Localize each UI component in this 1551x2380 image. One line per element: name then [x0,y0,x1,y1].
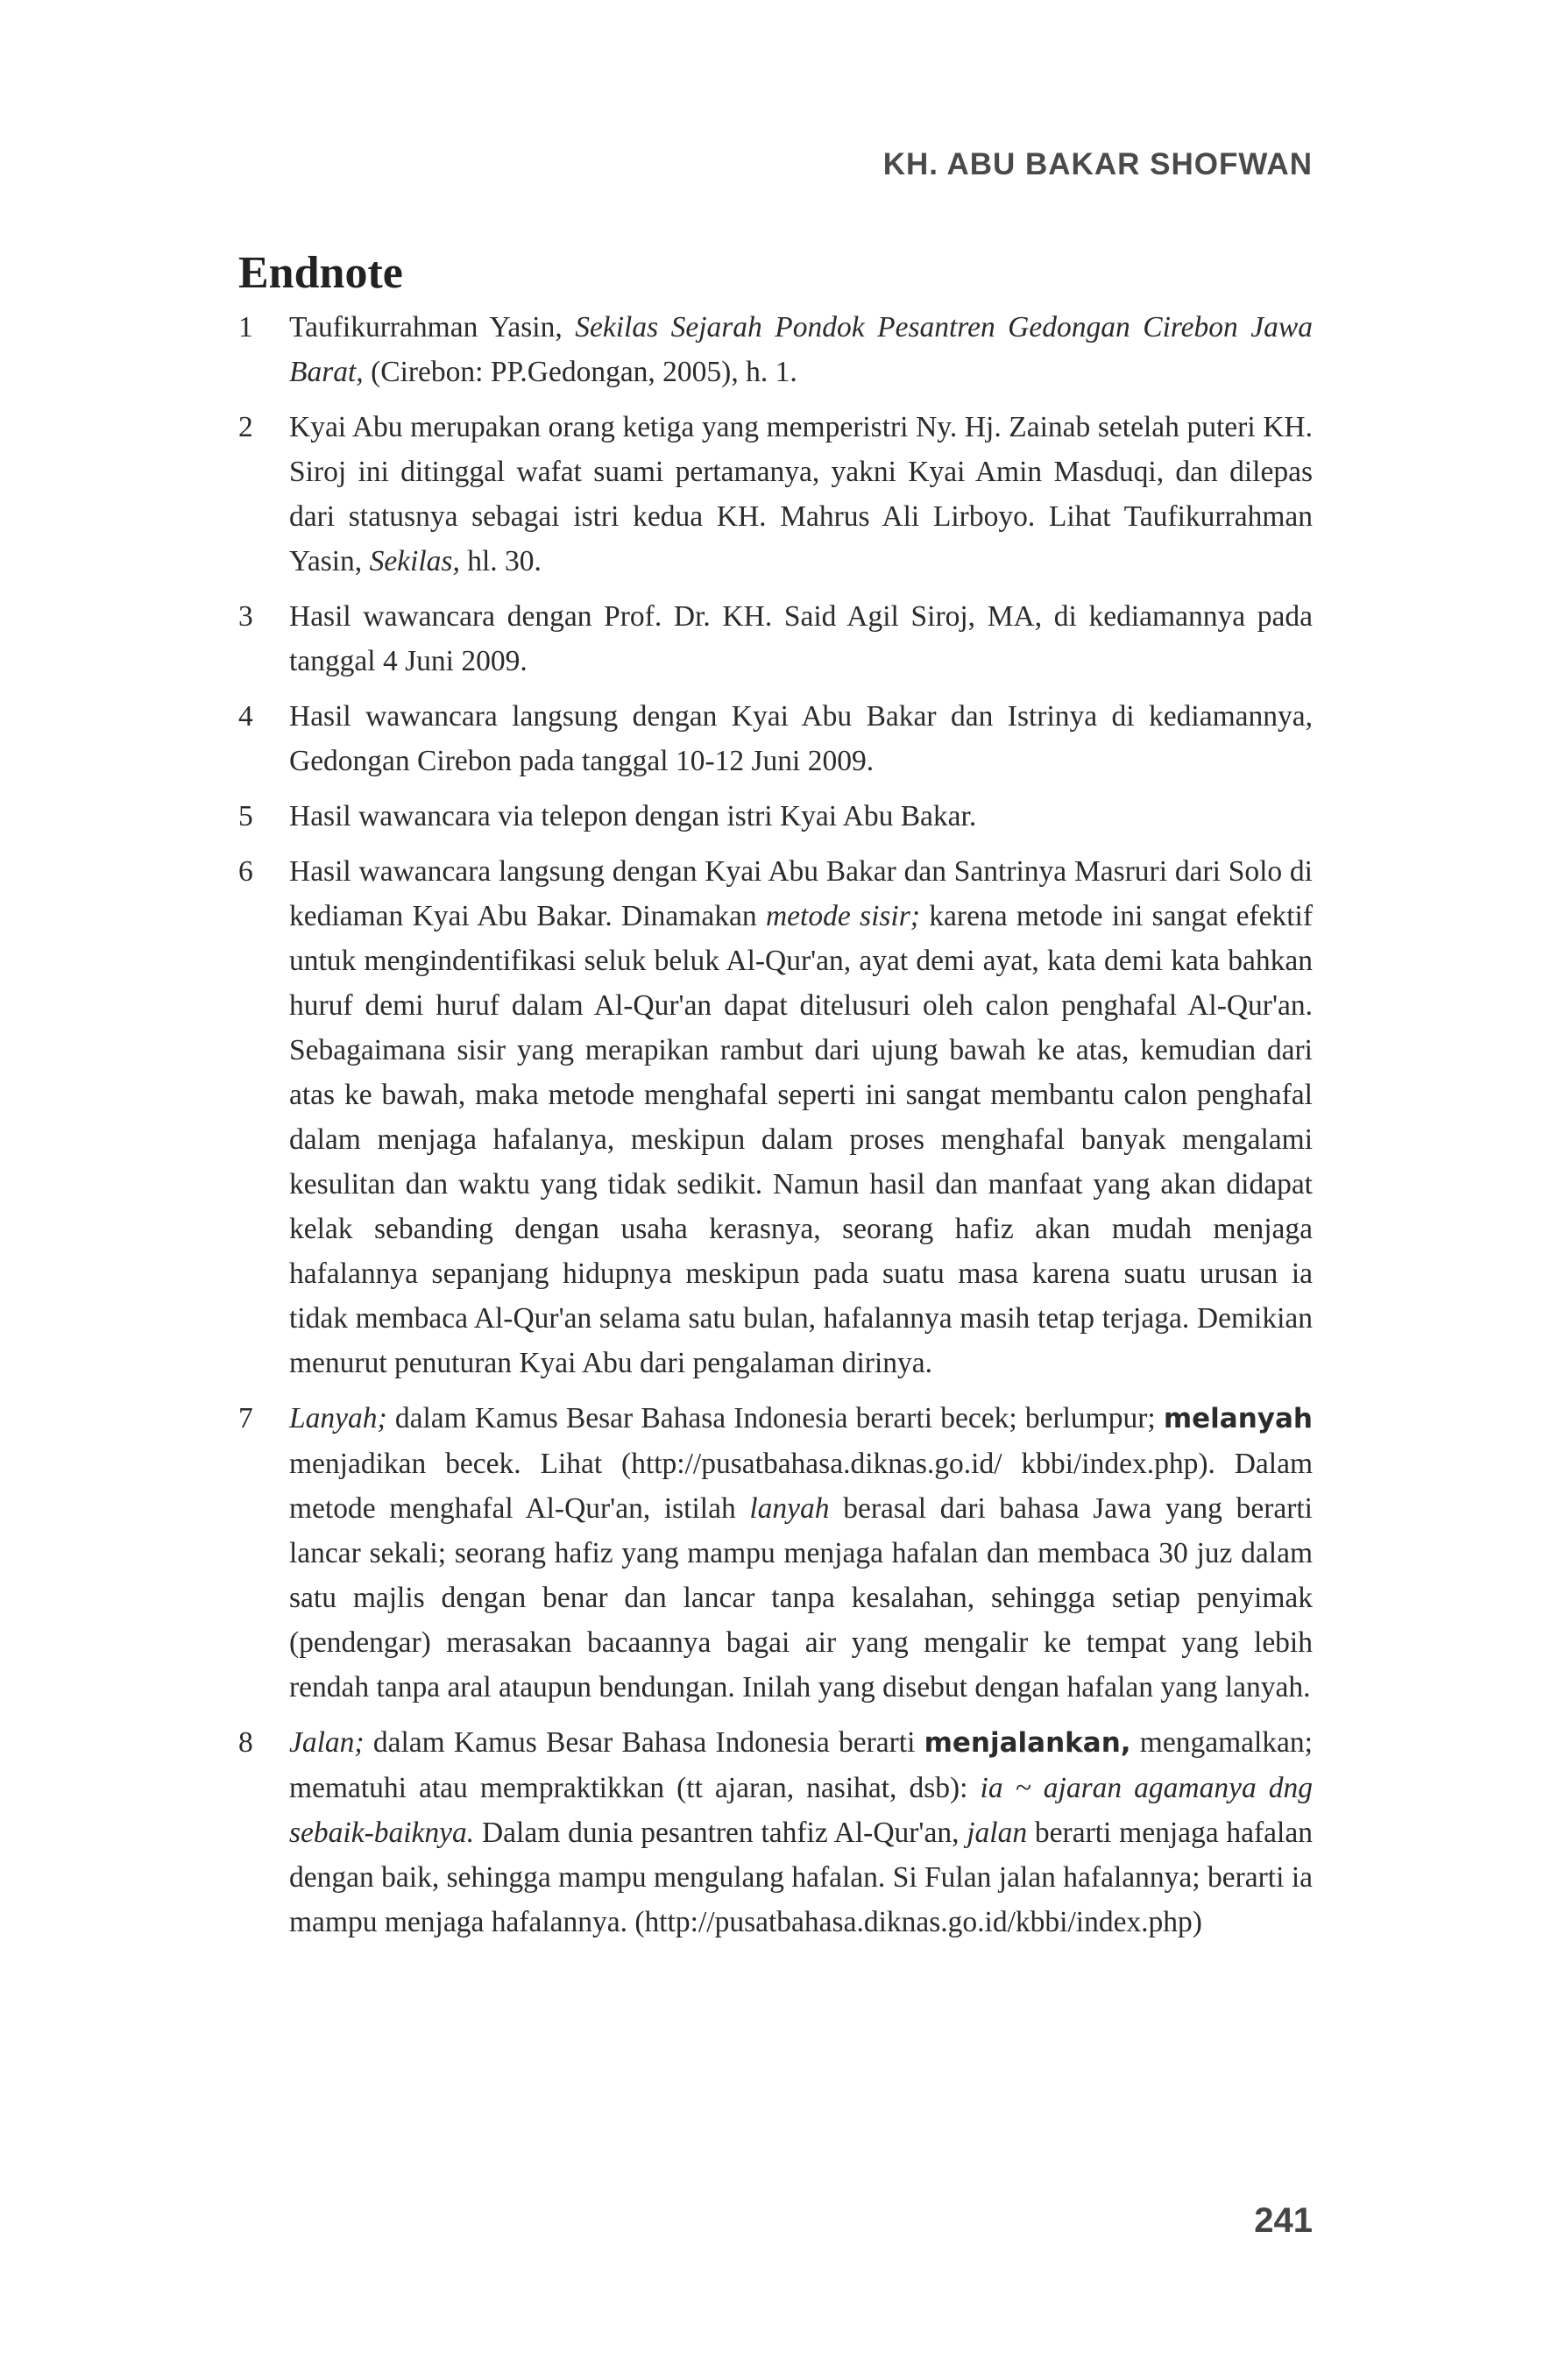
bold-term: melanyah [1163,1403,1313,1434]
page-number: 241 [1254,2201,1313,2240]
endnote-number: 3 [238,600,253,633]
text-run: hl. 30. [459,545,542,577]
text-run: mengamalkan; mematuhi atau mempraktikkan (tt ajaran, nasihat, dsb): [289,1726,1313,1804]
section-title: Endnote [238,248,403,298]
endnote-item [238,594,1313,684]
text-run: Kyai Abu merupakan orang ketiga yang memperistri Ny. Hj. Zainab setelah puteri KH. Siroj ini ditinggal wafat suami pertamanya, yakni Kyai Amin Masduqi, dan dilepas dari statusnya sebagai istri kedua KH. Mahrus Ali Lirboyo. Lihat Taufikurrahman Yasin, [289,411,1313,577]
text-run: Hasil wawancara langsung dengan Kyai Abu Bakar dan Istrinya di kediamannya, Gedongan Cirebon pada tanggal 10-12 Juni 2009. [289,700,1313,777]
text-run: menjadikan becek. Lihat (http://pusatbahasa.diknas.go.id/ kbbi/index.php). Dalam metode menghafal Al-Qur'an, istilah [289,1448,1313,1525]
endnote-number: 1 [238,311,253,344]
italic-term: metode sisir; [765,900,920,932]
text-run: berasal dari bahasa Jawa yang berarti lancar sekali; seorang hafiz yang mampu menjaga hafalan dan membaca 30 juz dalam satu majlis dengan benar dan lancar tanpa kesalahan, sehingga setiap penyimak (pendengar) merasakan bacaannya bagai air yang mengalir ke tempat yang lebih rendah tanpa aral ataupun bendungan. Inilah yang disebut dengan hafalan yang lanyah. [289,1492,1313,1704]
endnote-number: 7 [238,1402,253,1434]
text-run: dalam Kamus Besar Bahasa Indonesia berarti [364,1726,924,1759]
endnote-item [238,1720,1313,1944]
text-run: Hasil wawancara langsung dengan Kyai Abu Bakar dan Santrinya Masruri dari Solo di kediaman Kyai Abu Bakar. Dinamakan [289,855,1313,932]
endnote-item [238,794,1313,839]
endnote-item [238,405,1313,584]
italic-title: Sekilas, [369,545,460,577]
italic-term: Jalan; [289,1726,365,1759]
endnote-number: 8 [238,1726,253,1759]
running-header: KH. ABU BAKAR SHOFWAN [882,147,1313,181]
endnote-item [238,694,1313,783]
text-run: karena metode ini sangat efektif untuk mengindentifikasi seluk beluk Al-Qur'an, ayat demi ayat, kata demi kata bahkan huruf demi huruf dalam Al-Qur'an dapat ditelusuri oleh calon penghafal Al-Qur'an. Sebagaimana sisir yang merapikan rambut dari ujung bawah ke atas, kemudian dari atas ke bawah, maka metode menghafal seperti ini sangat membantu calon penghafal dalam menjaga hafalanya, meskipun dalam proses menghafal banyak mengalami kesulitan dan waktu yang tidak sedikit. Namun hasil dan manfaat yang akan didapat kelak sebanding dengan usaha kerasnya, seorang hafiz akan mudah menjaga hafalannya sepanjang hidupnya meskipun pada suatu masa karena suatu urusan ia tidak membaca Al-Qur'an selama satu bulan, hafalannya masih tetap terjaga. Demikian menurut penuturan Kyai Abu dari pengalaman dirinya. [289,900,1313,1379]
italic-title: Sekilas Sejarah Pondok Pesantren Gedongan Cirebon Jawa Barat, [289,311,1313,388]
italic-term: Lanyah; [289,1402,387,1434]
italic-term: lanyah [749,1492,830,1525]
endnote-number: 5 [238,800,253,832]
text-run: berarti menjaga hafalan dengan baik, sehingga mampu mengulang hafalan. Si Fulan jalan hafalannya; berarti ia mampu menjaga hafalannya. (http://pusatbahasa.diknas.go.id/kbbi/index.php) [289,1817,1313,1938]
text-run: (Cirebon: PP.Gedongan, 2005), h. 1. [363,356,797,388]
endnote-text [289,594,1313,684]
endnote-item [238,1396,1313,1710]
endnote-number: 6 [238,855,253,888]
endnote-item [238,849,1313,1385]
endnote-text [289,849,1313,1385]
endnote-text [289,1720,1313,1944]
endnote-text [289,694,1313,783]
endnote-number: 2 [238,411,253,443]
italic-term: jalan [967,1817,1028,1849]
endnote-item [238,305,1313,394]
endnote-text [289,794,1313,839]
bold-term: menjalankan, [924,1727,1131,1759]
italic-example: ia ~ ajaran agamanya dng sebaik-baiknya. [289,1772,1314,1849]
text-run: Dalam dunia pesantren tahfiz Al-Qur'an, [474,1817,967,1849]
endnote-text [289,305,1313,394]
text-run: Taufikurrahman Yasin, [289,311,576,344]
endnote-list [238,305,1313,1955]
endnote-number: 4 [238,700,253,733]
text-run: dalam Kamus Besar Bahasa Indonesia berarti becek; berlumpur; [386,1402,1164,1434]
endnote-text [289,405,1313,584]
endnote-text [289,1396,1313,1710]
text-run: Hasil wawancara via telepon dengan istri Kyai Abu Bakar. [289,800,977,832]
text-run: Hasil wawancara dengan Prof. Dr. KH. Said Agil Siroj, MA, di kediamannya pada tanggal 4 Juni 2009. [289,600,1313,677]
